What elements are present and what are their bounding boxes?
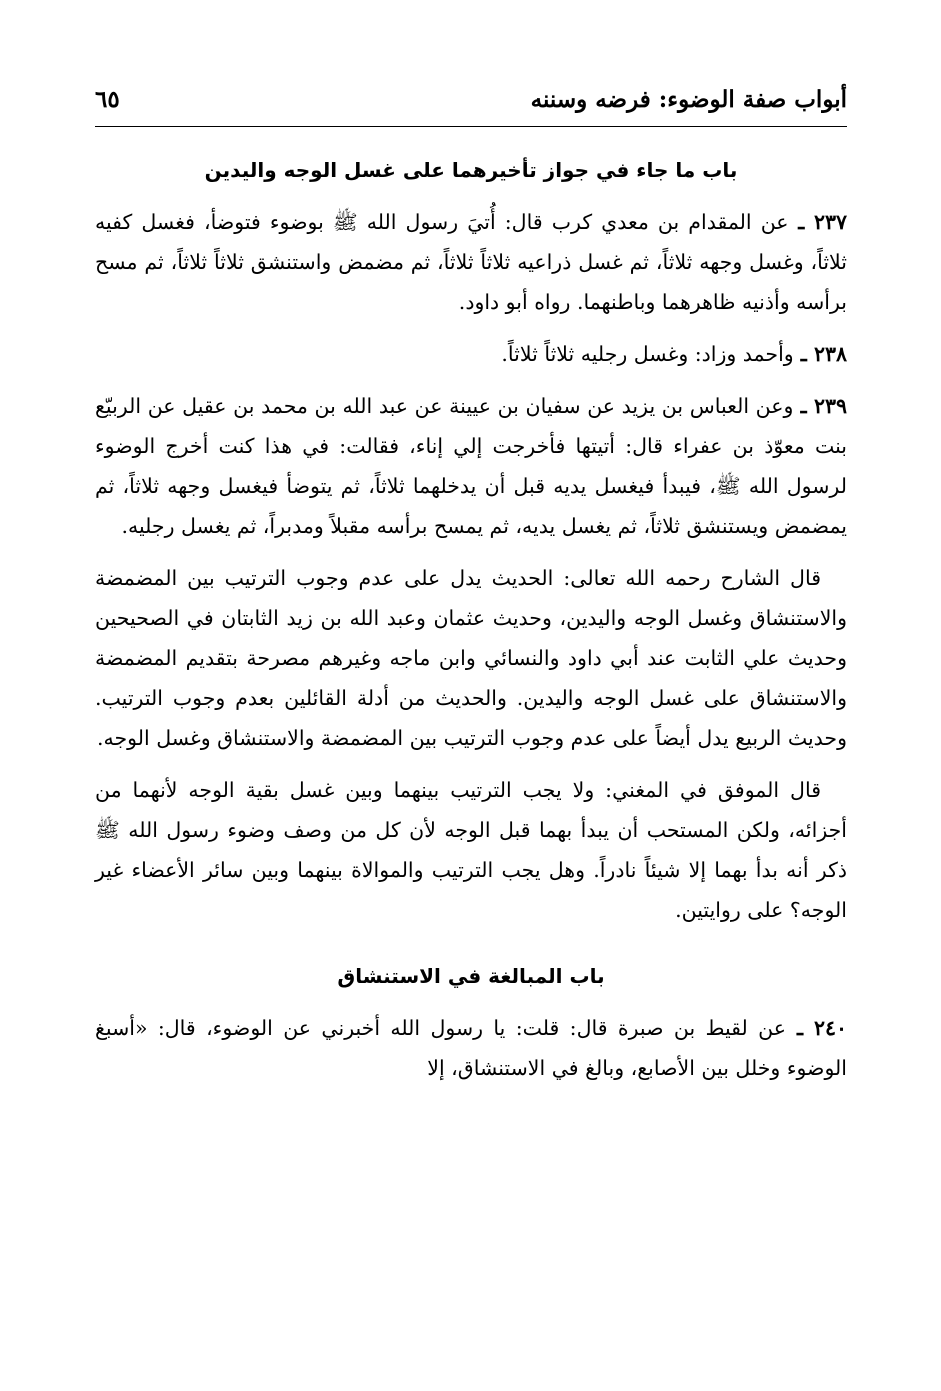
chapter-heading: باب المبالغة في الاستنشاق — [337, 964, 605, 988]
running-title: أبواب صفة الوضوء: فرضه وسننه — [530, 86, 847, 113]
commentary-paragraph: قال الشارح رحمه الله تعالى: الحديث يدل على عدم وجوب الترتيب بين المضمضة والاستنشاق وغسل الوجه واليدين، وحديث عثمان وعبد الله بن زيد الثابتان في الصحيحين وحديث علي الثابت عند أبي داود والنسائي وابن ماجه وغيرهم مصرحة بتقديم المضمضة والاستنشاق على غسل الوجه واليدين. والحديث من أدلة القائلين بعدم وجوب الترتيب. وحديث الربيع يدل أيضاً على عدم وجوب الترتيب بين المضمضة والاستنشاق وغسل الوجه. — [95, 566, 847, 750]
page-number: ٦٥ — [95, 86, 120, 113]
hadith-paragraph — [95, 386, 847, 546]
hadith-text: وعن العباس بن يزيد عن سفيان بن عيينة عن عبد الله بن محمد بن عقيل عن الربيّع بنت معوّذ بن عفراء قال: أتيتها فأخرجت إلي إناء، فقالت: في هذا كنت أخرج الوضوء لرسول الله ﷺ، فيبدأ فيغسل يديه قبل أن يدخلهما ثلاثاً، ثم يتوضأ فيغسل وجهه ثلاثاً، ثم يمضمض ويستنشق ثلاثاً، ثم يغسل يديه، ثم يمسح برأسه مقبلاً ومدبراً، ثم يغسل رجليه. — [95, 394, 847, 538]
chapter-heading: باب ما جاء في جواز تأخيرهما على غسل الوجه واليدين — [204, 158, 738, 182]
page-content — [95, 152, 847, 1088]
hadith-text: وأحمد وزاد: وغسل رجليه ثلاثاً ثلاثاً. — [501, 342, 794, 366]
hadith-text: عن المقدام بن معدي كرب قال: أُتيَ رسول الله ﷺ بوضوء فتوضأ، فغسل كفيه ثلاثاً، وغسل وجهه ثلاثاً، ثم غسل ذراعيه ثلاثاً ثلاثاً، ثم مضمض واستنشق ثلاثاً ثلاثاً، ثم مسح برأسه وأذنيه ظاهرهما وباطنهما. رواه أبو داود. — [95, 210, 847, 314]
running-header — [95, 82, 847, 122]
hadith-dash: ـ — [793, 394, 814, 418]
hadith-paragraph — [95, 1008, 847, 1088]
hadith-number: ٢٣٧ — [813, 210, 848, 234]
header-rule — [95, 126, 847, 127]
hadith-number: ٢٤٠ — [813, 1016, 848, 1040]
hadith-dash: ـ — [786, 1016, 814, 1040]
commentary-paragraph: قال الموفق في المغني: ولا يجب الترتيب بينهما وبين غسل بقية الوجه لأنهما من أجزائه، ولكن المستحب أن يبدأ بهما قبل الوجه لأن كل من وصف وضوء رسول الله ﷺ ذكر أنه بدأ بهما إلا شيئاً نادراً. وهل يجب الترتيب والموالاة بينهما وبين سائر الأعضاء غير الوجه؟ على روايتين. — [95, 778, 847, 922]
hadith-paragraph — [95, 334, 847, 374]
hadith-paragraph — [95, 202, 847, 322]
hadith-dash: ـ — [788, 210, 814, 234]
hadith-number: ٢٣٨ — [813, 342, 847, 366]
hadith-dash: ـ — [793, 342, 814, 366]
hadith-text: عن لقيط بن صبرة قال: قلت: يا رسول الله أخبرني عن الوضوء، قال: «أسبغ الوضوء وخلل بين الأصابع، وبالغ في الاستنشاق، إلا — [95, 1016, 847, 1080]
hadith-number: ٢٣٩ — [813, 394, 847, 418]
